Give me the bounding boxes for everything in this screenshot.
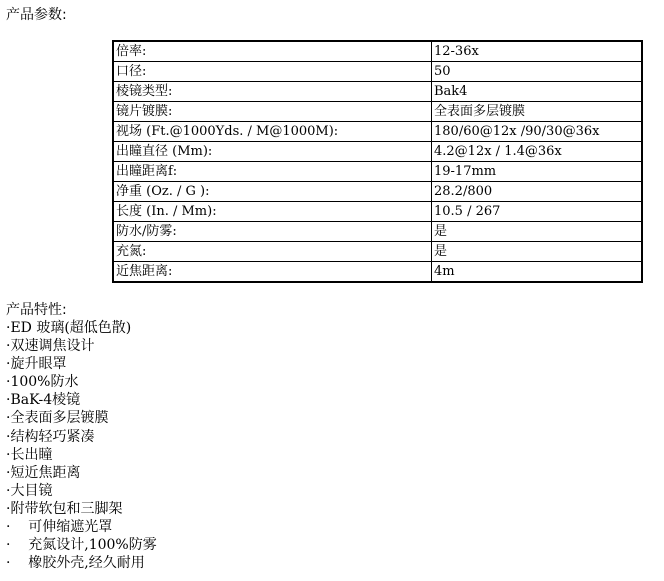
feature-item: ·BaK-4棱镜 bbox=[6, 392, 81, 409]
spec-row bbox=[113, 102, 642, 122]
spec-row bbox=[113, 122, 642, 142]
spec-label: 充氮: bbox=[113, 242, 432, 262]
spec-label: 净重 (Oz. / G ): bbox=[113, 182, 432, 202]
spec-label: 棱镜类型: bbox=[113, 82, 432, 102]
spec-row bbox=[113, 41, 642, 62]
spec-value: 50 bbox=[432, 62, 643, 82]
feature-list bbox=[6, 319, 157, 572]
spec-table bbox=[112, 40, 643, 283]
feature-item: ·短近焦距离 bbox=[6, 464, 81, 481]
spec-row bbox=[113, 202, 642, 222]
spec-value: 4.2@12x / 1.4@36x bbox=[432, 142, 643, 162]
spec-label: 倍率: bbox=[113, 41, 432, 62]
spec-label: 近焦距离: bbox=[113, 262, 432, 283]
spec-label: 口径: bbox=[113, 62, 432, 82]
spec-label: 视场 (Ft.@1000Yds. / M@1000M): bbox=[113, 122, 432, 142]
spec-value: 10.5 / 267 bbox=[432, 202, 643, 222]
spec-row bbox=[113, 142, 642, 162]
features-heading: 产品特性: bbox=[6, 302, 67, 318]
feature-item: · 橡胶外壳,经久耐用 bbox=[6, 555, 145, 572]
spec-label: 镜片镀膜: bbox=[113, 102, 432, 122]
feature-item: ·结构轻巧紧凑 bbox=[6, 428, 95, 445]
spec-value: 180/60@12x /90/30@36x bbox=[432, 122, 643, 142]
spec-value: 12-36x bbox=[432, 41, 643, 62]
feature-item: · 可伸缩遮光罩 bbox=[6, 519, 113, 536]
spec-label: 出瞳距离f: bbox=[113, 162, 432, 182]
feature-item: · 充氮设计,100%防雾 bbox=[6, 537, 157, 554]
spec-label: 长度 (In. / Mm): bbox=[113, 202, 432, 222]
spec-row bbox=[113, 162, 642, 182]
spec-value: Bak4 bbox=[432, 82, 643, 102]
spec-row bbox=[113, 62, 642, 82]
spec-value: 是 bbox=[432, 222, 643, 242]
feature-item: ·附带软包和三脚架 bbox=[6, 500, 123, 517]
spec-value: 全表面多层镀膜 bbox=[432, 102, 643, 122]
params-heading: 产品参数: bbox=[6, 7, 67, 23]
spec-value: 19-17mm bbox=[432, 162, 643, 182]
feature-item: ·全表面多层镀膜 bbox=[6, 410, 109, 427]
feature-item: ·长出瞳 bbox=[6, 446, 53, 463]
spec-row bbox=[113, 242, 642, 262]
feature-item: ·100%防水 bbox=[6, 374, 79, 391]
spec-label: 出瞳直径 (Mm): bbox=[113, 142, 432, 162]
spec-value: 是 bbox=[432, 242, 643, 262]
spec-row bbox=[113, 262, 642, 283]
feature-item: ·旋升眼罩 bbox=[6, 356, 67, 373]
spec-row bbox=[113, 222, 642, 242]
spec-value: 4m bbox=[432, 262, 643, 283]
spec-table-body bbox=[113, 41, 642, 282]
spec-value: 28.2/800 bbox=[432, 182, 643, 202]
spec-row bbox=[113, 82, 642, 102]
spec-row bbox=[113, 182, 642, 202]
feature-item: ·ED 玻璃(超低色散) bbox=[6, 320, 132, 336]
feature-item: ·大目镜 bbox=[6, 482, 53, 499]
feature-item: ·双速调焦设计 bbox=[6, 338, 95, 355]
spec-label: 防水/防雾: bbox=[113, 222, 432, 242]
